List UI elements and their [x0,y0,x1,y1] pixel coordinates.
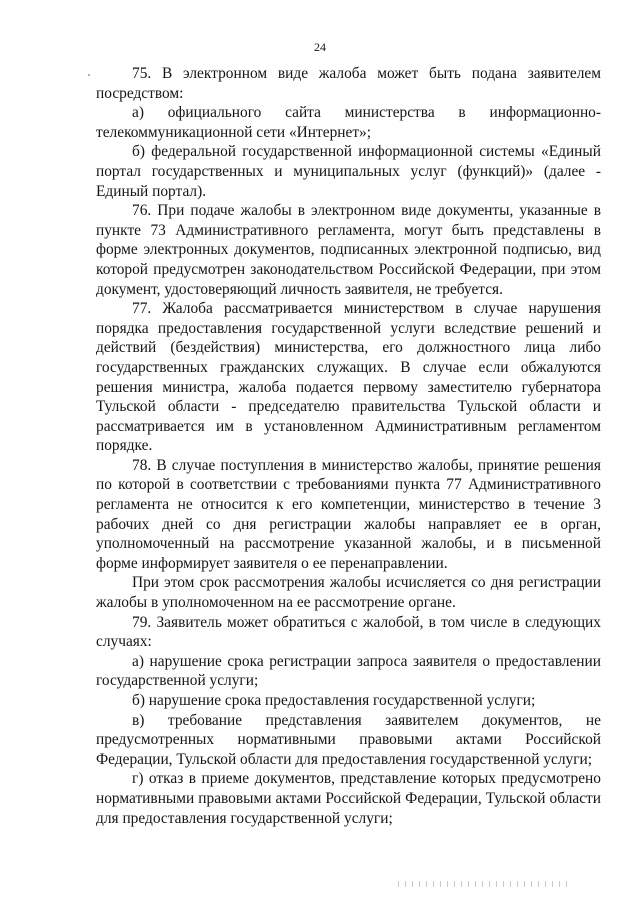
paragraph-75: 75. В электронном виде жалоба может быть подана заявителем посредством: [96,65,601,102]
scan-speck [88,74,90,76]
paragraph-77: 77. Жалоба рассматривается министерством в случае нарушения порядка предоставления государственной услуги вследствие решений и действий (бездействия) министерства, его должностного лица либо государственных гражданских служащих. В случае если обжалуются решения министра, жалоба подается первому заместителю губернатора Тульской области - председателю правительства Тульской области и рассматривается им в установленном Административным регламентом порядке. [96,300,601,455]
paragraph-75-b: б) федеральной государственной информационной системы «Единый портал государственных и муниципальных услуг (функций)» (далее - Единый портал). [96,143,601,200]
paragraph-79-b: б) нарушение срока предоставления государственной услуги; [132,692,536,709]
paragraph-75-a: а) официального сайта министерства в информационно-телекоммуникационной сети «Интернет»; [96,104,601,141]
paragraph-79-v: в) требование представления заявителем документов, не предусмотренных нормативными правовыми актами Российской Федерации, Тульской области для предоставления государственной услуги; [96,711,601,768]
page-number: 24 [314,40,326,54]
paragraph-78: 78. В случае поступления в министерство жалобы, принятие решения по которой в соответствии с требованиями пункта 77 Административного регламента не относится к его компетенции, министерство в течение 3 рабочих дней со дня регистрации жалобы направляет ее в орган, уполномоченный на рассмотрение указанной жалобы, и в письменной форме информирует заявителя о ее перенаправлении. [96,456,601,572]
paragraph-76: 76. При подаче жалобы в электронном виде документы, указанные в пункте 73 Административного регламента, могут быть представлены в форме электронных документов, подписанных электронной подписью, вид которой предусмотрен законодательством Российской Федерации, при этом документ, удостоверяющий личность заявителя, не требуется. [96,202,601,298]
paragraph-78-term: При этом срок рассмотрения жалобы исчисляется со дня регистрации жалобы в уполномоченном на ее рассмотрение органе. [96,574,601,612]
document-body [96,64,601,828]
paragraph-79-g: г) отказ в приеме документов, представление которых предусмотрено нормативными правовыми актами Российской Федерации, Тульской области для предоставления государственной услуги; [96,770,601,827]
paragraph-79-a: а) нарушение срока регистрации запроса заявителя о предоставлении государственной услуги; [96,652,601,690]
scan-artifact [398,881,568,887]
paragraph-79: 79. Заявитель может обратиться с жалобой, в том числе в следующих случаях: [96,613,601,651]
